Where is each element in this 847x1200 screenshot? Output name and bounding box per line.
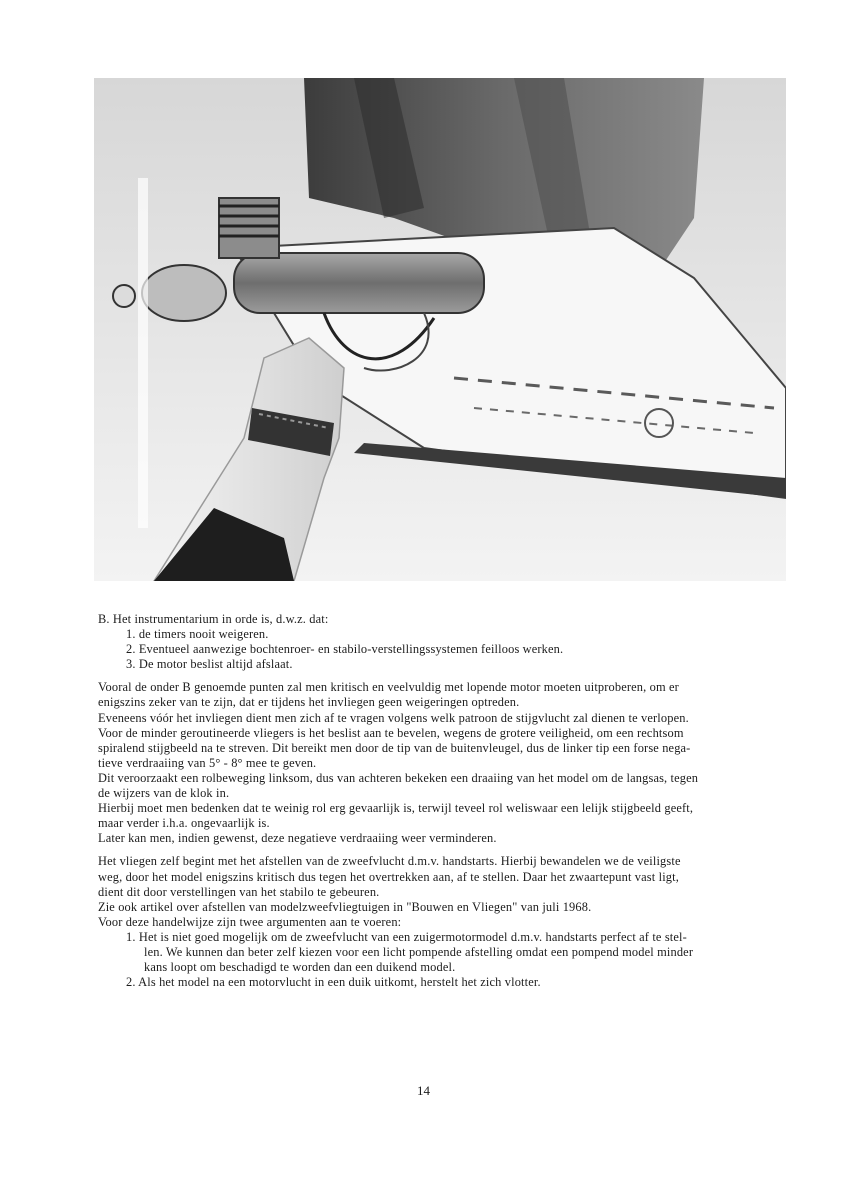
paragraph-line: Eveneens vóór het invliegen dient men zich af te vragen volgens welk patroon de stijgvlucht zal dienen te verlopen. xyxy=(98,710,689,725)
photo-illustration xyxy=(94,78,786,581)
section-b-item: 1. de timers nooit weigeren. xyxy=(126,627,269,642)
paragraph-line: maar verder i.h.a. ongevaarlijk is. xyxy=(98,816,270,831)
argument-line: 2. Als het model na een motorvlucht in een duik uitkomt, herstelt het zich vlotter. xyxy=(126,975,541,990)
argument-line: 1. Het is niet goed mogelijk om de zweefvlucht van een zuigermotormodel d.m.v. handstarts perfect af te stel- xyxy=(126,929,687,944)
body-text xyxy=(98,612,810,990)
section-b-item: 2. Eventueel aanwezige bochtenroer- en stabilo-verstellingssystemen feilloos werken. xyxy=(126,642,564,657)
argument-list xyxy=(98,930,810,990)
photo-crankcase xyxy=(142,265,226,321)
paragraph-stijgvlucht xyxy=(98,680,810,846)
paragraph-line: de wijzers van de klok in. xyxy=(98,786,230,801)
paragraph-line: Voor de minder geroutineerde vliegers is het beslist aan te bevelen, wegens de grotere veiligheid, om een rechtsom xyxy=(98,725,684,740)
section-b-heading: B. Het instrumentarium in orde is, d.w.z. dat: xyxy=(98,612,329,626)
paragraph-line: spiralend stijgbeeld na te streven. Dit bereikt men door de tip van de buitenvleugel, dus de linker tip een forse nega- xyxy=(98,740,691,755)
paragraph-line: Vooral de onder B genoemde punten zal men kritisch en veelvuldig met lopende motor moeten uitproberen, om er xyxy=(98,680,679,695)
paragraph-zweefvlucht xyxy=(98,854,810,929)
photo-prop-nut xyxy=(113,285,135,307)
paragraph-line: Later kan men, indien gewenst, deze negatieve verdraaiing weer verminderen. xyxy=(98,831,497,846)
photo-engine-cylinder xyxy=(219,198,279,258)
page-number: 14 xyxy=(417,1083,430,1098)
paragraph-line: Hierbij moet men bedenken dat te weinig rol erg gevaarlijk is, terwijl teveel rol weliswaar een lelijk stijgbeeld geeft, xyxy=(98,801,694,816)
paragraph-line: Zie ook artikel over afstellen van modelzweefvliegtuigen in "Bouwen en Vliegen" van juli 1968. xyxy=(98,899,592,914)
argument-line: len. We kunnen dan beter zelf kiezen voor een licht pompende afstelling omdat een pompend model minder xyxy=(144,944,694,959)
paragraph-line: dient dit door verstellingen van het stabilo te gebeuren. xyxy=(98,884,380,899)
photo-propeller xyxy=(138,178,148,528)
paragraph-line: tieve verdraaiing van 5° - 8° mee te geven. xyxy=(98,755,317,770)
paragraph-line: Dit veroorzaakt een rolbeweging linksom, dus van achteren bekeken een draaiing van het model om de langsas, tegen xyxy=(98,770,699,785)
argument-line: kans loopt om beschadigd te worden dan een duikend model. xyxy=(144,960,456,975)
paragraph-line: weg, door het model enigszins kritisch dus tegen het overtrekken aan, af te stellen. Daar het zwaartepunt vast ligt, xyxy=(98,869,679,884)
paragraph-line: enigszins zeker van te zijn, dat er tijdens het invliegen geen weigeringen optreden. xyxy=(98,695,520,710)
section-b-item: 3. De motor beslist altijd afslaat. xyxy=(126,657,293,672)
photo-fuel-tank xyxy=(234,253,484,313)
paragraph-line: Voor deze handelwijze zijn twee argumenten aan te voeren: xyxy=(98,914,402,929)
photo-model-engine-in-hand xyxy=(94,78,786,581)
paragraph-line: Het vliegen zelf begint met het afstellen van de zweefvlucht d.m.v. handstarts. Hierbij bewandelen we de veiligste xyxy=(98,854,681,869)
